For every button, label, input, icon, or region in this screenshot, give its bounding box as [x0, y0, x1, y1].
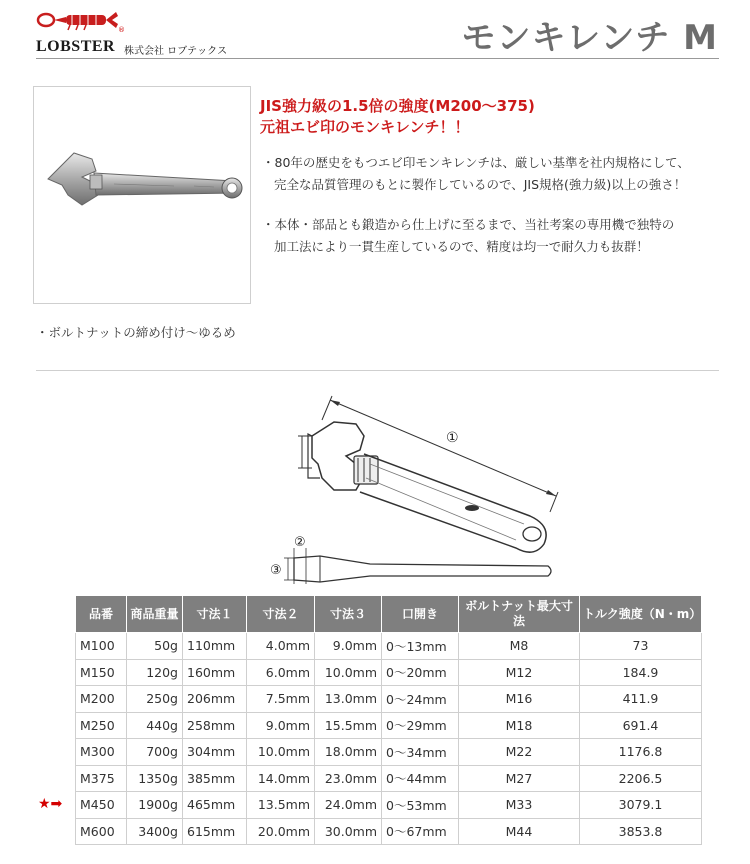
cell-dim3: 13.0mm — [315, 686, 382, 713]
cell-weight: 440g — [127, 712, 183, 739]
cell-dim1: 258mm — [183, 712, 247, 739]
table-row — [76, 792, 702, 819]
cell-max-bolt: M8 — [459, 633, 580, 660]
header-divider — [36, 58, 719, 59]
cell-dim2: 7.5mm — [247, 686, 315, 713]
bullet-line: ・80年の歴史をもつエビ印モンキレンチは、厳しい基準を社内規格にして、 — [262, 155, 690, 170]
cell-weight: 50g — [127, 633, 183, 660]
cell-max-bolt: M27 — [459, 765, 580, 792]
cell-dim1: 304mm — [183, 739, 247, 766]
lobster-logo[interactable] — [36, 8, 236, 57]
cell-dim2: 6.0mm — [247, 659, 315, 686]
table-row — [76, 765, 702, 792]
col-header-weight: 商品重量 — [127, 596, 183, 633]
cell-dim3: 23.0mm — [315, 765, 382, 792]
wrench-handle-outline — [360, 454, 546, 552]
cell-torque: 691.4 — [580, 712, 702, 739]
cell-opening: 0～53mm — [382, 792, 459, 819]
cell-weight: 120g — [127, 659, 183, 686]
company-name: 株式会社 ロブテックス — [124, 46, 228, 57]
dimension-label-1: ① — [446, 430, 459, 446]
col-header-max-bolt: ボルトナット最大寸法 — [459, 596, 580, 633]
product-photo — [33, 86, 251, 304]
cell-dim3: 30.0mm — [315, 818, 382, 845]
cell-dim3: 24.0mm — [315, 792, 382, 819]
cell-dim2: 14.0mm — [247, 765, 315, 792]
table-header-row — [76, 596, 702, 633]
page-header — [0, 0, 750, 62]
cell-max-bolt: M22 — [459, 739, 580, 766]
cell-weight: 1350g — [127, 765, 183, 792]
lobster-icon — [36, 8, 128, 32]
cell-opening: 0～29mm — [382, 712, 459, 739]
wrench-side-view — [294, 556, 551, 582]
cell-dim1: 160mm — [183, 659, 247, 686]
feature-bullet-history — [262, 152, 732, 196]
use-note: ・ボルトナットの締め付け～ゆるめ — [36, 325, 236, 340]
cell-dim2: 4.0mm — [247, 633, 315, 660]
cell-dim1: 465mm — [183, 792, 247, 819]
cell-torque: 3853.8 — [580, 818, 702, 845]
cell-model: M450 — [76, 792, 127, 819]
section-divider — [36, 370, 719, 371]
col-header-opening: 口開き — [382, 596, 459, 633]
brand-name: LOBSTER — [36, 38, 116, 55]
cell-opening: 0～13mm — [382, 633, 459, 660]
table-row — [76, 739, 702, 766]
col-header-dim1: 寸法１ — [183, 596, 247, 633]
headline — [260, 96, 535, 138]
table-row — [76, 818, 702, 845]
highlight-marker: ★➡ — [38, 796, 63, 812]
cell-torque: 184.9 — [580, 659, 702, 686]
cell-max-bolt: M16 — [459, 686, 580, 713]
cell-dim3: 9.0mm — [315, 633, 382, 660]
cell-opening: 0～24mm — [382, 686, 459, 713]
cell-weight: 3400g — [127, 818, 183, 845]
cell-max-bolt: M18 — [459, 712, 580, 739]
cell-model: M150 — [76, 659, 127, 686]
wrench-photo-icon — [34, 87, 250, 303]
cell-torque: 2206.5 — [580, 765, 702, 792]
dimension-label-3: ③ — [270, 563, 282, 578]
cell-dim1: 615mm — [183, 818, 247, 845]
cell-model: M300 — [76, 739, 127, 766]
table-row — [76, 659, 702, 686]
cell-dim1: 110mm — [183, 633, 247, 660]
cell-weight: 700g — [127, 739, 183, 766]
cell-opening: 0～44mm — [382, 765, 459, 792]
cell-dim3: 10.0mm — [315, 659, 382, 686]
handle-hole — [523, 527, 541, 541]
cell-torque: 411.9 — [580, 686, 702, 713]
cell-dim2: 10.0mm — [247, 739, 315, 766]
feature-bullet-production — [262, 214, 732, 258]
dimension-label-2: ② — [294, 535, 306, 550]
registered-mark: ® — [118, 26, 125, 34]
cell-opening: 0～67mm — [382, 818, 459, 845]
bullet-line: 加工法により一貫生産しているので、精度は均一で耐久力も抜群！ — [274, 239, 649, 254]
bullet-line: ・本体・部品とも鍛造から仕上げに至るまで、当社考案の専用機で独特の — [262, 217, 675, 232]
cell-opening: 0～20mm — [382, 659, 459, 686]
cell-weight: 1900g — [127, 792, 183, 819]
cell-torque: 3079.1 — [580, 792, 702, 819]
col-header-torque: トルク強度（N・m） — [580, 596, 702, 633]
cell-model: M375 — [76, 765, 127, 792]
table-row — [76, 633, 702, 660]
cell-dim1: 206mm — [183, 686, 247, 713]
col-header-model: 品番 — [76, 596, 127, 633]
spec-table — [75, 595, 702, 845]
table-row — [76, 712, 702, 739]
cell-dim2: 9.0mm — [247, 712, 315, 739]
cell-opening: 0～34mm — [382, 739, 459, 766]
cell-max-bolt: M12 — [459, 659, 580, 686]
cell-model: M100 — [76, 633, 127, 660]
cell-torque: 1176.8 — [580, 739, 702, 766]
cell-model: M200 — [76, 686, 127, 713]
cell-weight: 250g — [127, 686, 183, 713]
table-row — [76, 686, 702, 713]
page-title: モンキレンチ M — [461, 18, 718, 58]
cell-max-bolt: M33 — [459, 792, 580, 819]
cell-model: M600 — [76, 818, 127, 845]
bullet-line: 完全な品質管理のもとに製作しているので、JIS規格(強力級)以上の強さ！ — [274, 177, 687, 192]
headline-line-1: JIS強力級の1.5倍の強度(M200～375) — [260, 97, 535, 115]
cell-max-bolt: M44 — [459, 818, 580, 845]
col-header-dim2: 寸法２ — [247, 596, 315, 633]
cell-dim1: 385mm — [183, 765, 247, 792]
cell-dim3: 18.0mm — [315, 739, 382, 766]
cell-torque: 73 — [580, 633, 702, 660]
cell-model: M250 — [76, 712, 127, 739]
headline-line-2: 元祖エビ印のモンキレンチ！！ — [260, 118, 470, 136]
dimension-diagram — [260, 380, 570, 590]
cell-dim2: 13.5mm — [247, 792, 315, 819]
cell-dim3: 15.5mm — [315, 712, 382, 739]
col-header-dim3: 寸法３ — [315, 596, 382, 633]
cell-dim2: 20.0mm — [247, 818, 315, 845]
